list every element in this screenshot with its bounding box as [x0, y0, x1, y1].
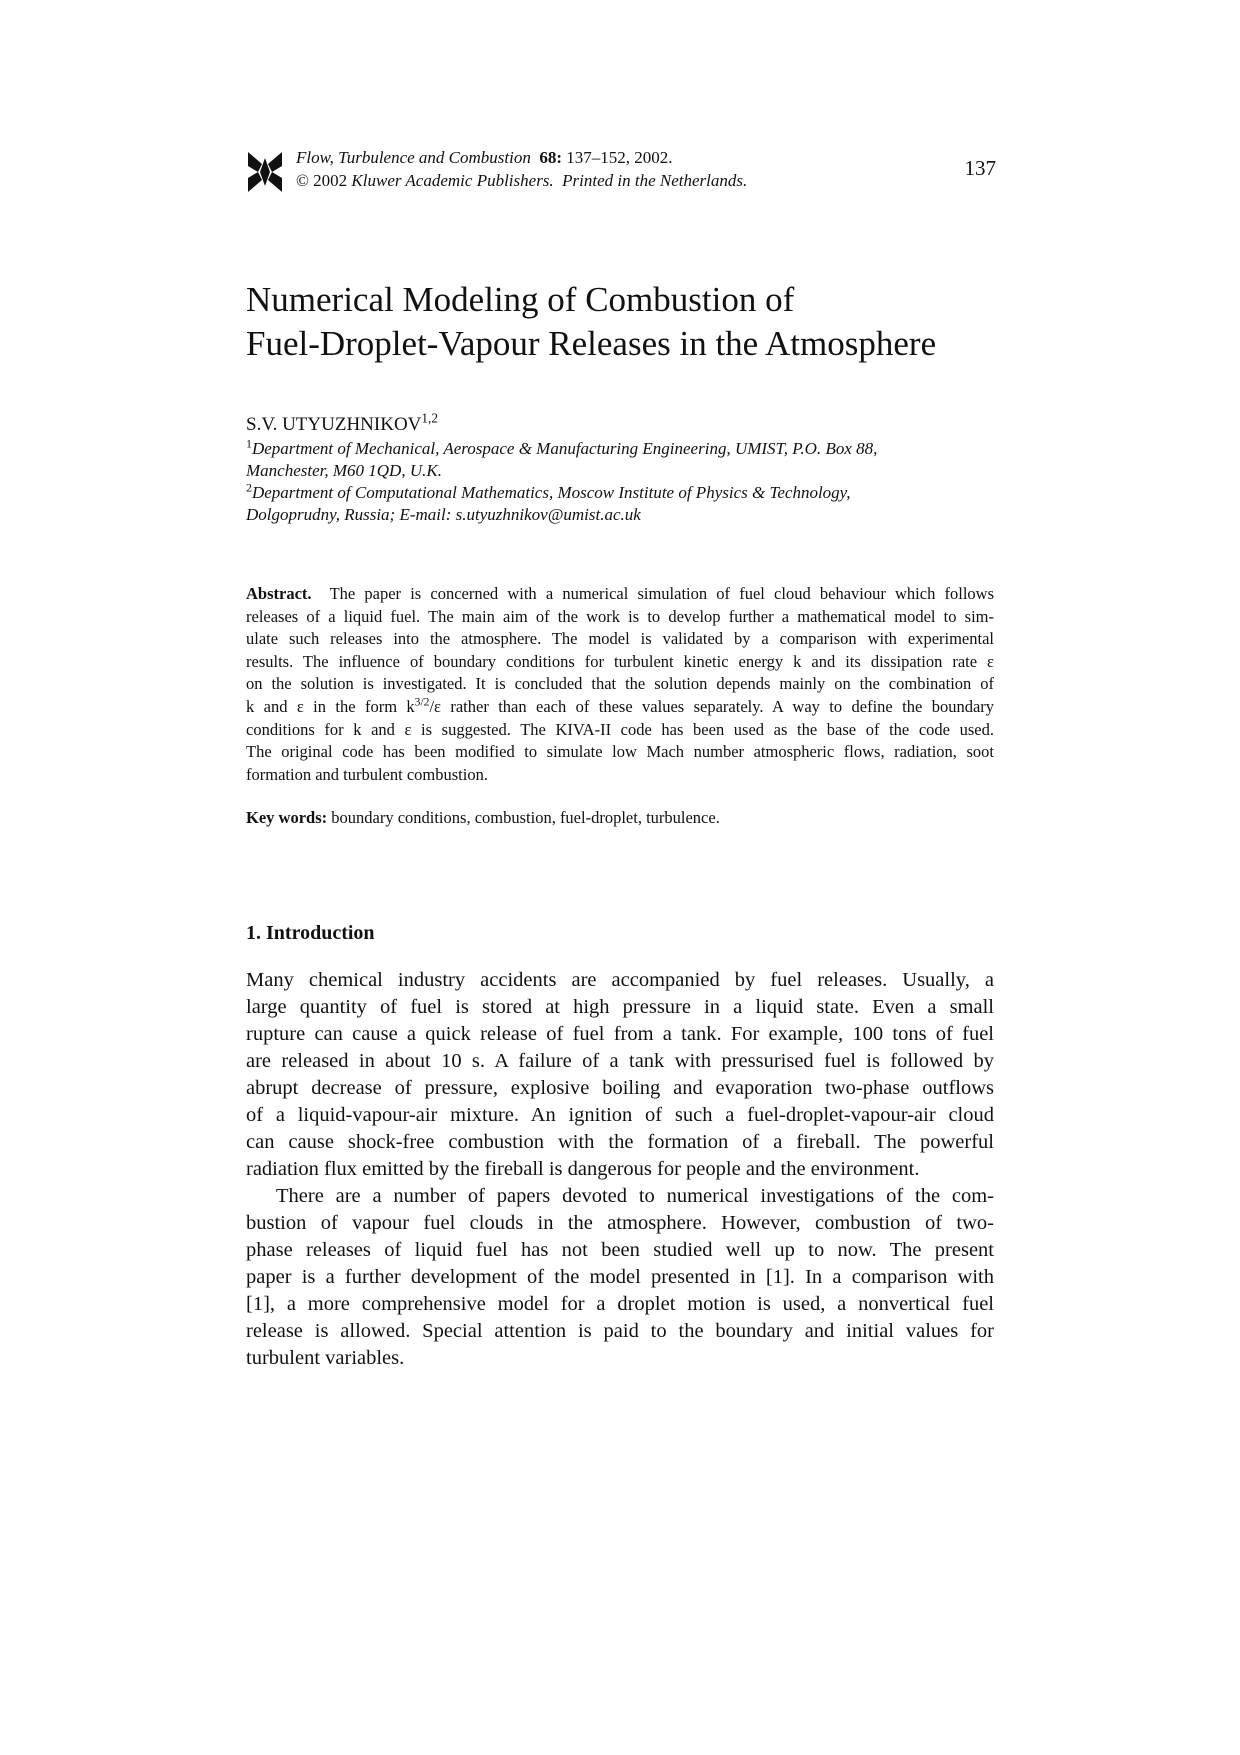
- page-number: 137: [964, 156, 996, 180]
- paragraph-line: phase releases of liquid fuel has not been studied well up to now. The present: [246, 1239, 994, 1261]
- journal-citation: [296, 146, 747, 192]
- abstract-label: Abstract.: [246, 584, 312, 603]
- introduction-paragraph-2: [246, 1183, 994, 1372]
- affiliation-mark-2: 2: [246, 480, 252, 495]
- keywords: [246, 807, 994, 829]
- paragraph-line: release is allowed. Special attention is paid to the boundary and initial values for: [246, 1320, 994, 1342]
- printed-location: Printed in the Netherlands.: [562, 171, 748, 190]
- affiliation-2-line-2: Dolgoprudny, Russia; E-mail: s.utyuzhnikov@umist.ac.uk: [246, 505, 641, 524]
- paragraph-line: bustion of vapour fuel clouds in the atmosphere. However, combustion of two-: [246, 1212, 994, 1234]
- paper-title: [246, 278, 1006, 366]
- journal-header: [246, 146, 996, 196]
- paragraph-line: Many chemical industry accidents are accompanied by fuel releases. Usually, a: [246, 969, 994, 991]
- affiliation-1: [246, 438, 966, 482]
- abstract-line: The original code has been modified to simulate low Mach number atmospheric flows, radiation, soot: [246, 742, 994, 762]
- title-line-2: Fuel-Droplet-Vapour Releases in the Atmosphere: [246, 324, 937, 363]
- paragraph-line: paper is a further development of the model presented in [1]. In a comparison with: [246, 1266, 994, 1288]
- affiliation-2: [246, 482, 966, 526]
- journal-name: Flow, Turbulence and Combustion: [296, 148, 531, 167]
- paragraph-line: [1], a more comprehensive model for a droplet motion is used, a nonvertical fuel: [246, 1293, 994, 1315]
- affiliation-1-line-2: Manchester, M60 1QD, U.K.: [246, 461, 442, 480]
- abstract-line: results. The influence of boundary conditions for turbulent kinetic energy k and its dissipation rate ε: [246, 651, 994, 671]
- publisher-logo-icon: [246, 150, 284, 194]
- paragraph-line: of a liquid-vapour-air mixture. An ignition of such a fuel-droplet-vapour-air cloud: [246, 1104, 994, 1126]
- author-name: S.V. UTYUZHNIKOV: [246, 414, 422, 435]
- keywords-label: Key words:: [246, 808, 328, 827]
- publisher-name: Kluwer Academic Publishers.: [351, 171, 554, 190]
- abstract-line: ulate such releases into the atmosphere. The model is validated by a comparison with experimental: [246, 629, 994, 649]
- abstract-line: formation and turbulent combustion.: [246, 764, 488, 784]
- author-affiliation-marks: 1,2: [421, 410, 439, 426]
- abstract-exponent: 3/2: [414, 696, 430, 709]
- journal-pages-year: 137–152, 2002.: [566, 148, 673, 167]
- paragraph-line: turbulent variables.: [246, 1347, 405, 1369]
- paragraph-line: rupture can cause a quick release of fuel from a tank. For example, 100 tons of fuel: [246, 1023, 994, 1045]
- paragraph-line: abrupt decrease of pressure, explosive boiling and evaporation two-phase outflows: [246, 1077, 994, 1099]
- abstract-line: conditions for k and ε is suggested. The KIVA-II code has been used as the base of the code used.: [246, 719, 994, 739]
- affiliation-1-line-1: Department of Mechanical, Aerospace & Manufacturing Engineering, UMIST, P.O. Box 88,: [251, 439, 878, 458]
- affiliation-mark-1: 1: [246, 436, 252, 451]
- paragraph-line: large quantity of fuel is stored at high pressure in a liquid state. Even a small: [246, 996, 994, 1018]
- abstract-line: k and ε in the form $k^{3/2}/\varepsilon$ rather than each of these values separately. A way to define the boundary: [246, 696, 995, 716]
- title-line-1: Numerical Modeling of Combustion of: [246, 280, 795, 319]
- paragraph-line: radiation flux emitted by the fireball is dangerous for people and the environment.: [246, 1158, 920, 1180]
- abstract-line: Abstract. The paper is concerned with a numerical simulation of fuel cloud behaviour which follows: [246, 584, 995, 603]
- journal-line-2: [296, 169, 747, 192]
- abstract-line: releases of a liquid fuel. The main aim of the work is to develop further a mathematical model to sim-: [246, 606, 994, 626]
- journal-line-1: [296, 146, 747, 169]
- introduction-paragraph-1: [246, 967, 994, 1183]
- paragraph-line: can cause shock-free combustion with the formation of a fireball. The powerful: [246, 1131, 994, 1153]
- section-heading: 1. Introduction: [246, 922, 375, 944]
- abstract-line: on the solution is investigated. It is concluded that the solution depends mainly on the combination of: [246, 674, 994, 694]
- abstract: [246, 583, 994, 786]
- abstract-over-epsilon: /ε: [429, 696, 441, 716]
- author: [246, 410, 439, 437]
- paragraph-line: are released in about 10 s. A failure of a tank with pressurised fuel is followed by: [246, 1050, 994, 1072]
- keywords-text: boundary conditions, combustion, fuel-droplet, turbulence.: [331, 808, 720, 827]
- copyright: © 2002: [296, 171, 348, 190]
- journal-volume: 68:: [539, 148, 563, 167]
- paragraph-line: There are a number of papers devoted to numerical investigations of the com-: [276, 1185, 994, 1207]
- affiliation-2-line-1: Department of Computational Mathematics, Moscow Institute of Physics & Technology,: [251, 483, 851, 502]
